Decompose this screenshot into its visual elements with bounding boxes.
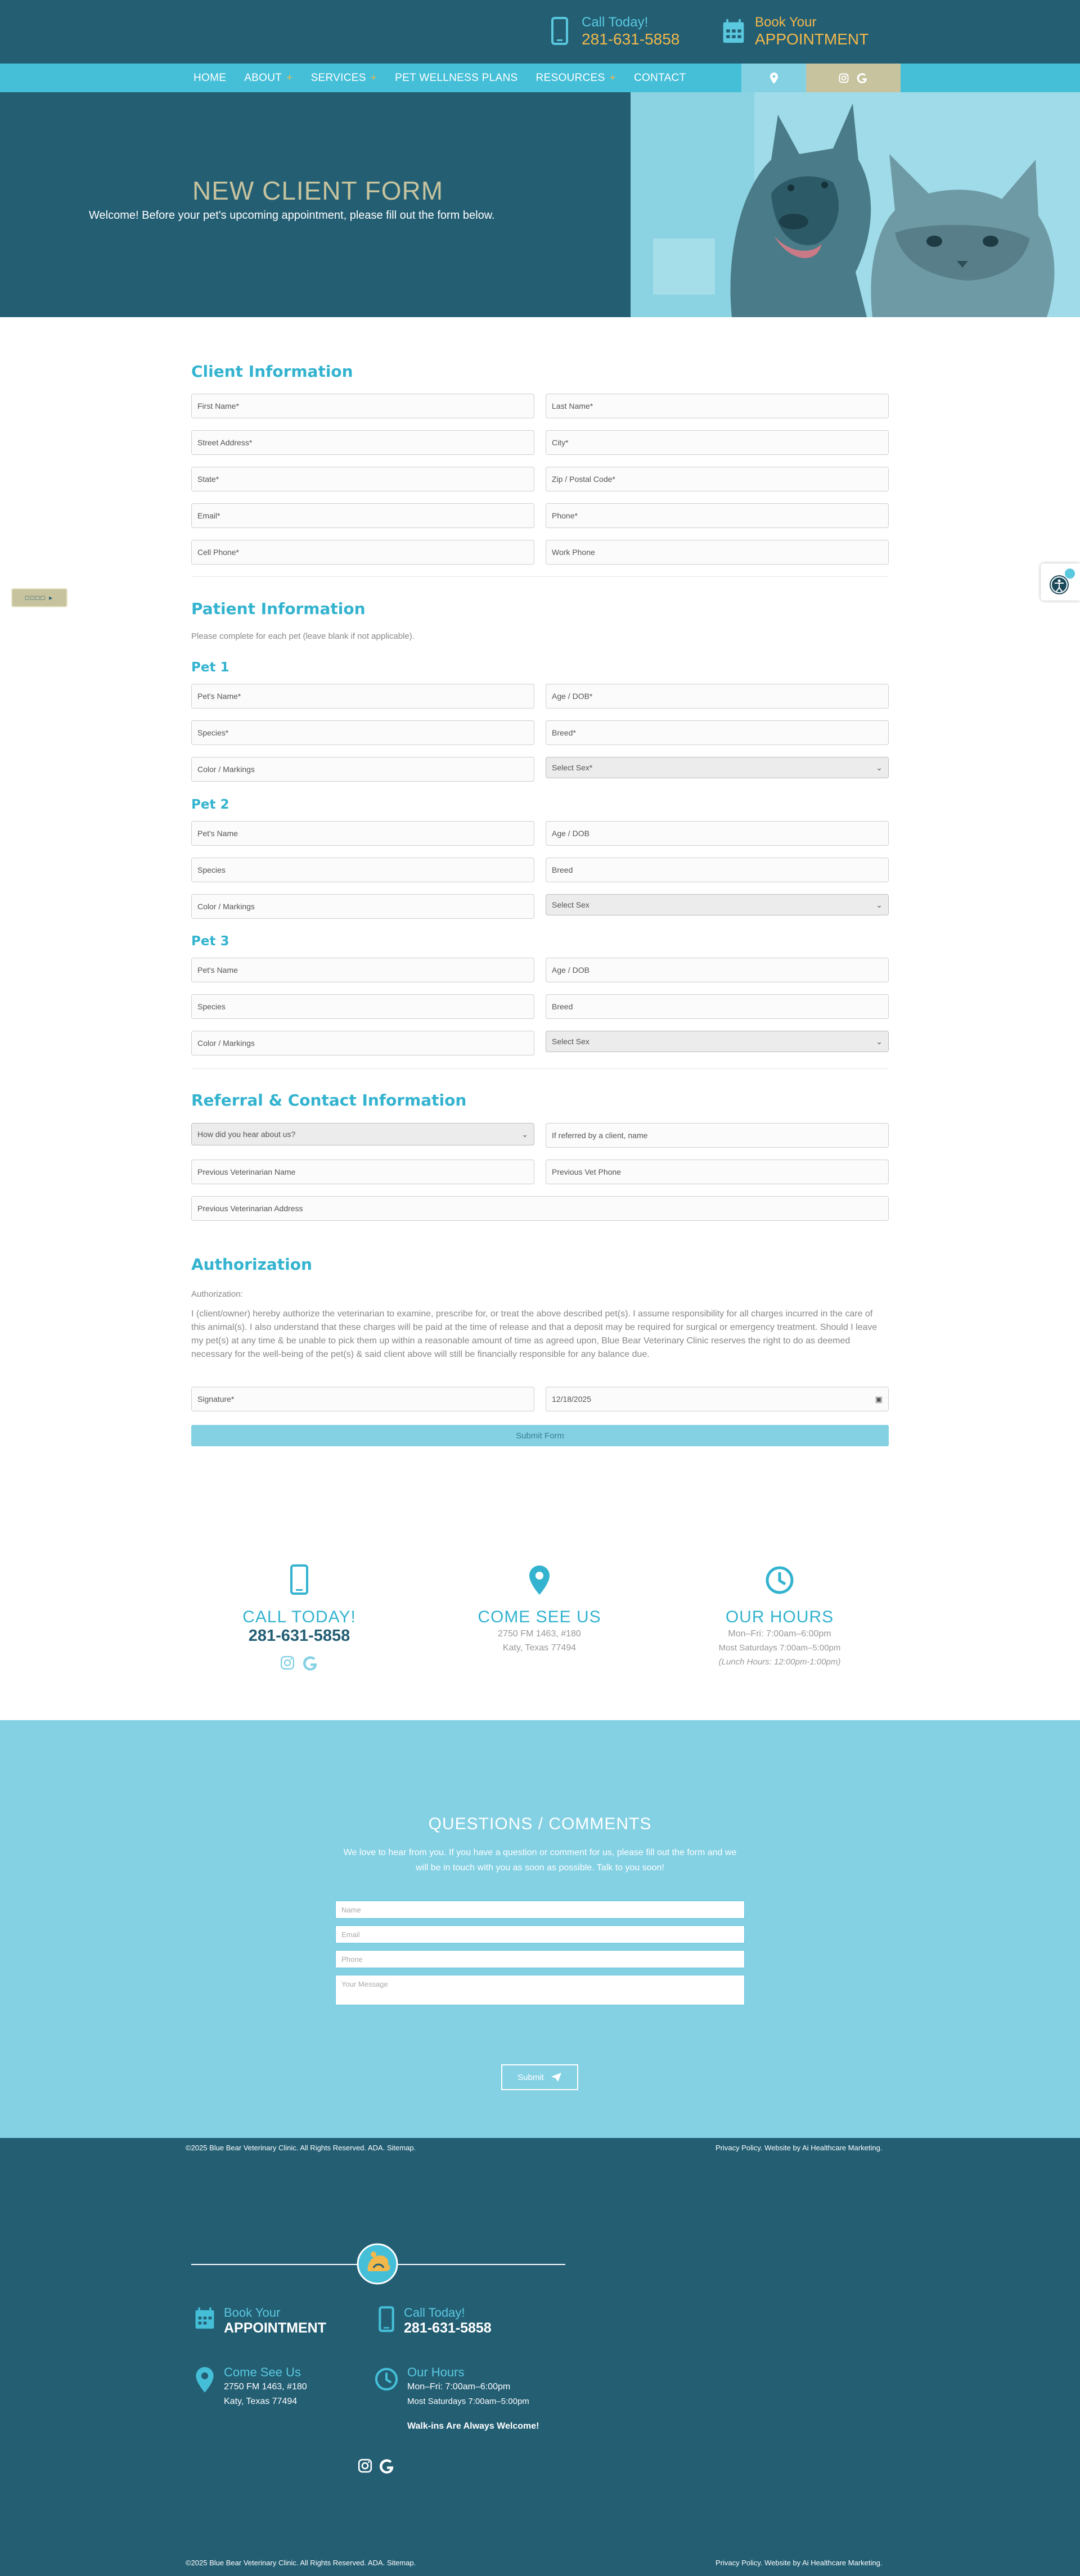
accessibility-icon bbox=[1041, 563, 1080, 601]
pet-3-species-field[interactable]: Species bbox=[191, 994, 534, 1019]
plus-icon: + bbox=[286, 71, 293, 84]
info-visit-line1: 2750 FM 1463, #180 bbox=[498, 1629, 581, 1639]
contact-submit-label: Submit bbox=[518, 2072, 544, 2082]
info-call-title: CALL TODAY! bbox=[242, 1608, 356, 1626]
how-heard-value: How did you hear about us? bbox=[197, 1130, 296, 1139]
nav-contact-label: CONTACT bbox=[633, 71, 686, 84]
pet-1-breed-field[interactable]: Breed* bbox=[546, 720, 889, 745]
previous-vet-name-field[interactable]: Previous Veterinarian Name bbox=[191, 1160, 534, 1184]
contact-message-input[interactable]: Your Message bbox=[335, 1975, 745, 2005]
how-heard-select[interactable] bbox=[191, 1123, 534, 1145]
pet-2-sex-value: Select Sex bbox=[552, 900, 590, 909]
nav-home[interactable] bbox=[194, 72, 226, 84]
plus-icon: + bbox=[370, 71, 377, 84]
map-pin-icon bbox=[194, 2365, 216, 2394]
phone-icon bbox=[377, 2306, 396, 2334]
pet-2-name-field[interactable]: Pet's Name bbox=[191, 821, 534, 846]
info-hours-title: OUR HOURS bbox=[725, 1608, 834, 1626]
authorization-heading: Authorization bbox=[191, 1255, 312, 1274]
nav-resources[interactable] bbox=[536, 72, 615, 84]
footer-hours-line1: Mon–Fri: 7:00am–6:00pm bbox=[407, 2382, 511, 2392]
chevron-down-icon: ⌄ bbox=[876, 1036, 883, 1046]
phone-icon bbox=[288, 1563, 310, 1597]
info-visit-title: COME SEE US bbox=[478, 1608, 601, 1626]
questions-text: We love to hear from you. If you have a question or comment for us, please fill out the form and we will be in touch with you as soon as possible. Talk to you soon! bbox=[343, 1848, 737, 1873]
accessibility-toggle-button[interactable]: □□□□ ▸ bbox=[11, 588, 68, 607]
footer-hours-line2: Most Saturdays 7:00am–5:00pm bbox=[407, 2397, 529, 2406]
google-icon[interactable] bbox=[379, 2458, 395, 2474]
pet-1-age-field[interactable]: Age / DOB* bbox=[546, 684, 889, 709]
info-call bbox=[181, 1563, 417, 1671]
call-today-label: Call Today! bbox=[582, 15, 649, 30]
authorization-label: Authorization: bbox=[191, 1289, 243, 1299]
pet-1-color-field[interactable]: Color / Markings bbox=[191, 757, 534, 782]
phone-field[interactable]: Phone* bbox=[546, 503, 889, 528]
footer-book-cta[interactable] bbox=[194, 2306, 326, 2336]
book-your-label: Book Your bbox=[755, 15, 817, 30]
chevron-down-icon: ⌄ bbox=[876, 763, 883, 772]
pet-2-breed-field[interactable]: Breed bbox=[546, 858, 889, 882]
contact-submit-button[interactable] bbox=[501, 2064, 578, 2090]
hero-subtitle: Welcome! Before your pet's upcoming appointment, please fill out the form below. bbox=[89, 209, 495, 222]
footer-hours-label: Our Hours bbox=[407, 2365, 465, 2379]
main-nav bbox=[0, 64, 1080, 92]
footer-book-label: Book Your bbox=[224, 2306, 281, 2320]
nav-social bbox=[806, 64, 901, 92]
referral-heading: Referral & Contact Information bbox=[191, 1091, 467, 1109]
paper-plane-icon bbox=[551, 2072, 562, 2082]
footer-visit-line1: 2750 FM 1463, #180 bbox=[224, 2382, 307, 2392]
hero-dog-cat-photo bbox=[631, 92, 1080, 317]
city-field[interactable]: City* bbox=[546, 430, 889, 455]
clock-icon bbox=[764, 1563, 795, 1597]
previous-vet-address-field[interactable]: Previous Veterinarian Address bbox=[191, 1196, 889, 1221]
nav-about[interactable] bbox=[244, 72, 292, 84]
footer-visit-line2: Katy, Texas 77494 bbox=[224, 2397, 298, 2406]
plus-icon: + bbox=[609, 71, 616, 84]
pet-3-heading: Pet 3 bbox=[191, 934, 230, 949]
footer-visit-label: Come See Us bbox=[224, 2365, 301, 2379]
nav-services[interactable] bbox=[311, 72, 377, 84]
footer-copyright-top: ©2025 Blue Bear Veterinary Clinic. All Rights Reserved. ADA. Sitemap. bbox=[186, 2144, 416, 2152]
accessibility-widget[interactable] bbox=[1041, 563, 1080, 601]
calendar-icon bbox=[721, 16, 746, 47]
pet-1-heading: Pet 1 bbox=[191, 660, 230, 675]
footer-walkins: Walk-ins Are Always Welcome! bbox=[407, 2421, 539, 2431]
page-title: NEW CLIENT FORM bbox=[192, 176, 444, 205]
signature-field[interactable]: Signature* bbox=[191, 1387, 534, 1411]
nav-about-label: ABOUT bbox=[244, 71, 282, 84]
submit-form-button[interactable]: Submit Form bbox=[191, 1425, 889, 1446]
chevron-down-icon: ⌄ bbox=[521, 1129, 528, 1139]
email-field[interactable]: Email* bbox=[191, 503, 534, 528]
pet-1-name-field[interactable]: Pet's Name* bbox=[191, 684, 534, 709]
pet-2-heading: Pet 2 bbox=[191, 797, 230, 812]
info-hours-line1: Mon–Fri: 7:00am–6:00pm bbox=[728, 1629, 831, 1639]
contact-name-input[interactable]: Name bbox=[335, 1901, 745, 1919]
pet-1-sex-value: Select Sex* bbox=[552, 763, 593, 772]
instagram-icon[interactable] bbox=[280, 1655, 295, 1670]
book-appointment-cta[interactable] bbox=[721, 15, 868, 48]
info-hours-line2: Most Saturdays 7:00am–5:00pm bbox=[718, 1643, 841, 1653]
nav-map-button[interactable] bbox=[741, 64, 806, 92]
pet-3-color-field[interactable]: Color / Markings bbox=[191, 1031, 534, 1055]
footer-visit bbox=[194, 2365, 307, 2409]
calendar-icon bbox=[194, 2306, 216, 2331]
instagram-icon[interactable] bbox=[358, 2458, 372, 2473]
instagram-icon[interactable] bbox=[839, 73, 849, 83]
state-field[interactable]: State* bbox=[191, 467, 534, 491]
zip-field[interactable]: Zip / Postal Code* bbox=[546, 467, 889, 491]
pet-3-sex-value: Select Sex bbox=[552, 1037, 590, 1046]
patient-info-note: Please complete for each pet (leave blank if not applicable). bbox=[191, 631, 415, 641]
footer-call-cta[interactable] bbox=[377, 2306, 492, 2336]
info-hours-line3: (Lunch Hours: 12:00pm-1:00pm) bbox=[718, 1657, 841, 1667]
call-today-cta[interactable] bbox=[549, 15, 680, 48]
nav-contact[interactable] bbox=[634, 72, 686, 84]
chevron-down-icon: ⌄ bbox=[876, 900, 883, 909]
contact-phone-input[interactable]: Phone bbox=[335, 1950, 745, 1968]
contact-email-input[interactable]: Email bbox=[335, 1925, 745, 1943]
pet-2-color-field[interactable]: Color / Markings bbox=[191, 894, 534, 919]
pet-1-species-field[interactable]: Species* bbox=[191, 720, 534, 745]
date-field[interactable] bbox=[546, 1387, 889, 1411]
questions-section bbox=[0, 1720, 1080, 2138]
footer-call-label: Call Today! bbox=[404, 2306, 465, 2320]
patient-info-heading: Patient Information bbox=[191, 599, 366, 618]
call-today-phone[interactable]: 281-631-5858 bbox=[582, 30, 680, 48]
pet-2-species-field[interactable]: Species bbox=[191, 858, 534, 882]
info-visit bbox=[421, 1563, 658, 1655]
pet-3-age-field[interactable]: Age / DOB bbox=[546, 958, 889, 982]
pet-1-sex-select[interactable] bbox=[546, 757, 889, 778]
hero bbox=[0, 92, 1080, 317]
calendar-icon[interactable]: ▣ bbox=[875, 1394, 883, 1404]
google-icon[interactable] bbox=[303, 1655, 318, 1671]
pet-2-sex-select[interactable] bbox=[546, 894, 889, 915]
cell-phone-field[interactable]: Cell Phone* bbox=[191, 540, 534, 565]
nav-services-label: SERVICES bbox=[310, 71, 366, 84]
pet-2-age-field[interactable]: Age / DOB bbox=[546, 821, 889, 846]
first-name-field[interactable]: First Name* bbox=[191, 394, 534, 418]
client-info-heading: Client Information bbox=[191, 362, 353, 381]
info-call-phone[interactable]: 281-631-5858 bbox=[248, 1627, 350, 1645]
referred-by-field[interactable]: If referred by a client, name bbox=[546, 1123, 889, 1148]
pet-3-sex-select[interactable] bbox=[546, 1031, 889, 1052]
footer-social bbox=[358, 2458, 395, 2474]
footer-hours bbox=[374, 2365, 539, 2434]
top-bar bbox=[0, 0, 1080, 64]
footer-copyright: ©2025 Blue Bear Veterinary Clinic. All Rights Reserved. ADA. Sitemap. bbox=[186, 2559, 416, 2567]
authorization-text: I (client/owner) hereby authorize the veterinarian to examine, prescribe for, or treat the above described pet(s). I assume responsibility for all charges incurred in the care of this animal(s). I also understand that these charges will be paid at the time of release and that a deposit may be required for surgical or emergency treatment. Should I leave my pet(s) at any time & be unable to pick them up within a reasonable amount of time as agreed upon, Blue Bear Veterinary Clinic reserves the right to do as deemed necessary for the well-being of the pet(s) & said client above will still be financially responsible for any balance due. bbox=[191, 1309, 878, 1359]
pet-3-breed-field[interactable]: Breed bbox=[546, 994, 889, 1019]
last-name-field[interactable]: Last Name* bbox=[546, 394, 889, 418]
info-visit-line2: Katy, Texas 77494 bbox=[502, 1643, 577, 1653]
footer-credits-top: Privacy Policy. Website by Ai Healthcare Marketing. bbox=[716, 2144, 883, 2152]
previous-vet-phone-field[interactable]: Previous Vet Phone bbox=[546, 1160, 889, 1184]
info-social bbox=[181, 1655, 417, 1671]
footer-appointment-label: APPOINTMENT bbox=[224, 2320, 326, 2336]
info-hours bbox=[662, 1563, 898, 1669]
google-icon[interactable] bbox=[857, 73, 868, 84]
clinic-logo bbox=[357, 2243, 398, 2285]
nav-wellness-label: PET WELLNESS PLANS bbox=[395, 71, 518, 84]
clock-icon bbox=[374, 2365, 399, 2393]
divider bbox=[191, 1068, 889, 1069]
footer bbox=[0, 2138, 1080, 2576]
map-pin-icon bbox=[527, 1563, 552, 1597]
work-phone-field[interactable]: Work Phone bbox=[546, 540, 889, 565]
divider bbox=[191, 576, 889, 577]
footer-call-phone[interactable]: 281-631-5858 bbox=[404, 2320, 492, 2336]
nav-resources-label: RESOURCES bbox=[536, 71, 605, 84]
pet-3-name-field[interactable]: Pet's Name bbox=[191, 958, 534, 982]
footer-credits: Privacy Policy. Website by Ai Healthcare Marketing. bbox=[716, 2559, 883, 2567]
questions-heading: QUESTIONS / COMMENTS bbox=[428, 1815, 652, 1833]
street-address-field[interactable]: Street Address* bbox=[191, 430, 534, 455]
map-pin-icon bbox=[770, 72, 778, 84]
phone-icon bbox=[549, 16, 574, 47]
nav-home-label: HOME bbox=[194, 71, 227, 84]
appointment-label: APPOINTMENT bbox=[755, 30, 869, 48]
date-value: 12/18/2025 bbox=[552, 1395, 592, 1404]
nav-wellness-plans[interactable] bbox=[395, 72, 518, 84]
